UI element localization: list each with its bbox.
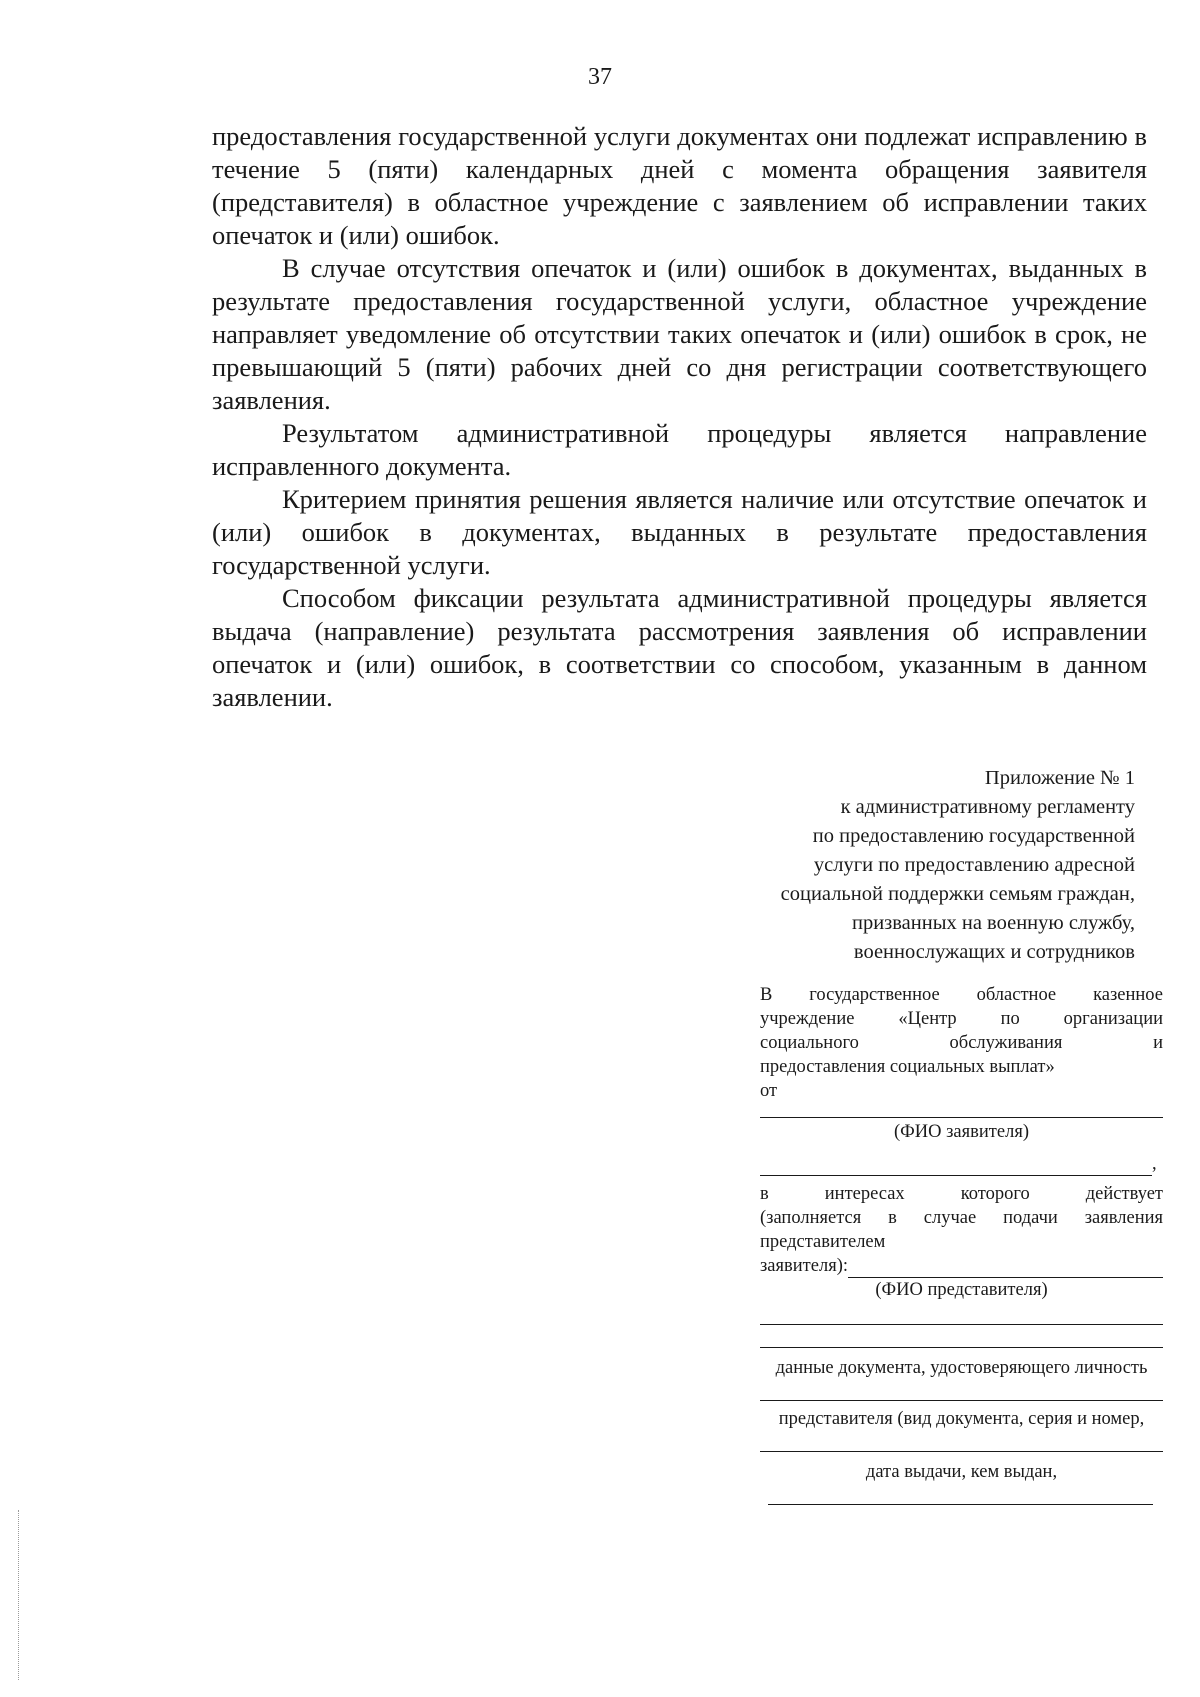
comma-mark: , bbox=[1152, 1154, 1157, 1174]
paragraph-fixation: Способом фиксации результата административной процедуры является выдача (направление) результата рассмотрения заявления об исправлении опечаток и (или) ошибок, в соответствии со способом, указанным в данном заявлении. bbox=[212, 583, 1147, 712]
body-text bbox=[212, 120, 1147, 714]
addressee-line: предоставления социальных выплат» bbox=[760, 1057, 1055, 1077]
id-document-field[interactable] bbox=[760, 1382, 1163, 1401]
applicant-label: заявителя): bbox=[760, 1256, 849, 1276]
paragraph-no-errors: В случае отсутствия опечаток и (или) ошибок в документах, выданных в результате предоставления государственной услуги, областное учреждение направляет уведомление об отсутствии таких опечаток и (или) ошибок в срок, не превышающий 5 (пяти) рабочих дней со дня регистрации соответствующего заявления. bbox=[212, 253, 1147, 415]
applicant-extra-field[interactable] bbox=[760, 1159, 1152, 1176]
addressee-line: учреждение «Центр по организации bbox=[760, 1009, 1163, 1029]
appendix-line: военнослужащих и сотрудников bbox=[853, 941, 1135, 963]
appendix-line: услуги по предоставлению адресной bbox=[813, 854, 1135, 876]
appendix-line: к административному регламенту bbox=[840, 796, 1135, 818]
page-number: 37 bbox=[588, 64, 612, 90]
issue-field[interactable] bbox=[768, 1486, 1153, 1505]
scan-artifact-dots bbox=[18, 1510, 21, 1680]
applicant-name-field[interactable] bbox=[760, 1103, 1163, 1118]
addressee-line: В государственное областное казенное bbox=[760, 985, 1163, 1005]
appendix-title: Приложение № 1 bbox=[984, 767, 1135, 789]
representative-row bbox=[760, 1254, 1163, 1278]
appendix-line: социальной поддержки семьям граждан, bbox=[780, 883, 1135, 905]
appendix-line: призванных на военную службу, bbox=[851, 912, 1135, 934]
fill-note: представителем bbox=[760, 1232, 886, 1252]
representative-document-caption: представителя (вид документа, серия и номер, bbox=[778, 1409, 1145, 1429]
representative-document-field[interactable] bbox=[760, 1433, 1163, 1452]
id-document-caption: данные документа, удостоверяющего личность bbox=[775, 1358, 1148, 1378]
representative-extra-field-2[interactable] bbox=[760, 1325, 1163, 1348]
issue-caption: дата выдачи, кем выдан, bbox=[865, 1462, 1058, 1482]
paragraph-continuation: предоставления государственной услуги документах они подлежат исправлению в течение 5 (пяти) календарных дней с момента обращения заявителя (представителя) в областное учреждение с заявлением об исправлении таких опечаток и (или) ошибок. bbox=[212, 121, 1147, 250]
fill-note: (заполняется в случае подачи заявления bbox=[760, 1208, 1163, 1228]
paragraph-criterion: Критерием принятия решения является наличие или отсутствие опечаток и (или) ошибок в документах, выданных в результате предоставления государственной услуги. bbox=[212, 484, 1147, 580]
addressee-line: социального обслуживания и bbox=[760, 1033, 1163, 1053]
appendix-line: по предоставлению государственной bbox=[812, 825, 1135, 847]
representative-name-field[interactable] bbox=[848, 1259, 1163, 1278]
application-form-header bbox=[760, 983, 1163, 1505]
from-label: от bbox=[760, 1081, 778, 1101]
representative-extra-field-1[interactable] bbox=[760, 1310, 1163, 1325]
interest-line: в интересах которого действует bbox=[760, 1184, 1163, 1204]
paragraph-result: Результатом административной процедуры является направление исправленного документа. bbox=[212, 418, 1147, 481]
representative-caption: (ФИО представителя) bbox=[875, 1280, 1048, 1300]
applicant-name-caption: (ФИО заявителя) bbox=[894, 1122, 1029, 1142]
applicant-extra-row bbox=[760, 1152, 1163, 1176]
appendix-header bbox=[695, 764, 1135, 967]
